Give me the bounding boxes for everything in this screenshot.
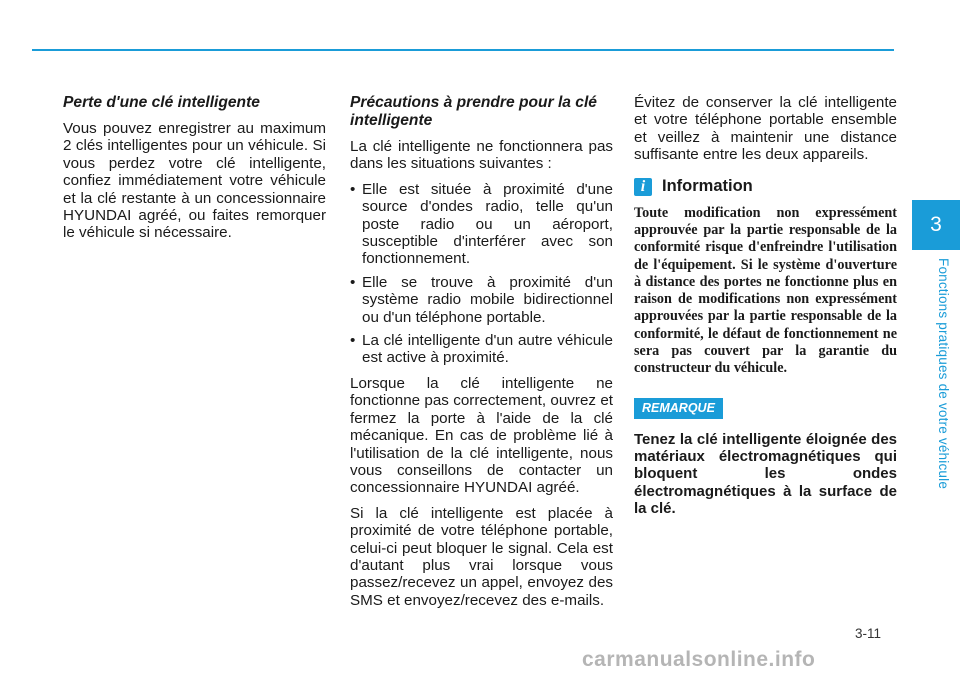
chapter-tab: 3	[912, 200, 960, 250]
list-item: • La clé intelligente d'un autre véhicule est active à proximité.	[350, 332, 613, 367]
section-heading-lost-key: Perte d'une clé intelligente	[63, 94, 260, 111]
remarque-note: Tenez la clé intelligente éloignée des matériaux électromagnétiques qui bloquent les ondes électromagnétiques à la surface de la clé.	[634, 431, 897, 517]
list-item: • Elle est située à proximité d'une source d'ondes radio, telle qu'un poste radio ou un aéroport, susceptible d'interférer avec son fonctionnement.	[350, 181, 613, 268]
info-icon: i	[634, 178, 652, 196]
information-header	[634, 178, 897, 196]
watermark: carmanualsonline.info	[582, 648, 816, 671]
column-3	[634, 94, 897, 517]
column-2	[350, 94, 613, 617]
paragraph: Vous pouvez enregistrer au maximum 2 clés intelligentes pour un véhicule. Si vous perdez votre clé intelligente, confiez immédiatement votre véhicule et la clé restante à un concessionnaire HYUNDAI agréé, ou faites remorquer le véhicule si nécessaire.	[63, 120, 326, 242]
information-title: Information	[662, 176, 753, 195]
remarque-badge: REMARQUE	[634, 398, 723, 419]
paragraph: Si la clé intelligente est placée à proximité de votre téléphone portable, celui-ci peut bloquer le signal. Cela est d'autant plus vrai lorsque vous passez/recevez un appel, envoyez des SMS et envoyez/recevez des e-mails.	[350, 504, 613, 609]
top-rule	[32, 49, 894, 51]
page-number: 3-11	[855, 626, 882, 641]
bullet-list	[350, 181, 613, 367]
paragraph: Évitez de conserver la clé intelligente et votre téléphone portable ensemble et veillez à maintenir une distance suffisante entre les deux appareils.	[634, 94, 897, 164]
section-heading-precautions: Précautions à prendre pour la clé intelligente	[350, 94, 597, 129]
paragraph-intro: La clé intelligente ne fonctionnera pas dans les situations suivantes :	[350, 138, 613, 173]
information-body: Toute modification non expressément approuvée par la partie responsable de la conformité risque d'enfreindre l'utilisation de l'équipement. Si le système d'ouverture à distance des portes ne fonctionne plus en raison de modifications non expressément approuvées par la partie responsable de la conformité, le défaut de fonctionnement ne sera pas couvert par la garantie du constructeur du véhicule.	[634, 204, 897, 377]
list-item: • Elle se trouve à proximité d'un système radio mobile bidirectionnel ou d'un téléphone portable.	[350, 274, 613, 326]
column-1	[63, 94, 326, 250]
chapter-label: Fonctions pratiques de votre véhicule	[936, 258, 951, 490]
paragraph: Lorsque la clé intelligente ne fonctionne pas correctement, ouvrez et fermez la porte à l'aide de la clé mécanique. En cas de problème lié à l'utilisation de la clé intelligente, nous vous conseillons de contacter un concessionnaire HYUNDAI agréé.	[350, 374, 613, 497]
